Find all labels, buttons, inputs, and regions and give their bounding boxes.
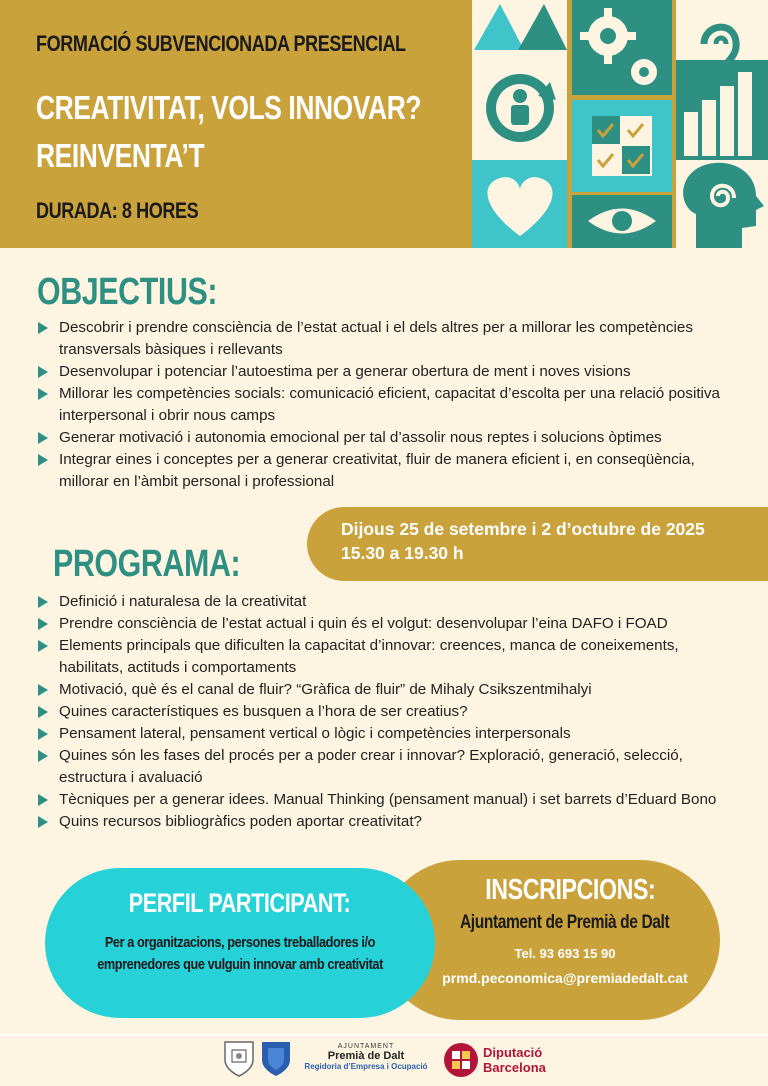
regidoria-name: Regidoria d’Empresa i Ocupació — [304, 1062, 428, 1071]
programa-list — [38, 591, 728, 833]
title-line-2: REINVENTA’T — [36, 137, 205, 174]
perfil-title: PERFIL PARTICIPANT: — [129, 888, 351, 918]
programa-title: PROGRAMA: — [53, 543, 241, 585]
perfil-text-1: Per a organitzacions, persones treballadores i/o — [104, 934, 376, 951]
inscripcions-title: INSCRIPCIONS: — [484, 874, 656, 906]
email-link[interactable]: prmd.peconomica@premiadedalt.cat — [442, 970, 688, 986]
phone-number: Tel. 93 693 15 90 — [514, 946, 616, 961]
checklist-icon — [592, 116, 652, 176]
dates-banner — [307, 507, 768, 581]
list-item: Millorar les competències socials: comunicació eficient, capacitat d’escolta per una relació positiva interpersonal i obrir nous camps — [38, 383, 728, 427]
list-item: Quines característiques es busquen a l’hora de ser creatius? — [38, 701, 728, 723]
organizer-name: Ajuntament de Premià de Dalt — [460, 912, 670, 933]
page-title — [36, 84, 421, 180]
diputacio-line-1: Diputació — [483, 1045, 543, 1060]
list-item: Quins recursos bibliogràfics poden aportar creativitat? — [38, 811, 728, 833]
list-item: Desenvolupar i potenciar l’autoestima per a generar obertura de ment i noves visions — [38, 361, 728, 383]
objectius-title: OBJECTIUS: — [37, 271, 218, 313]
list-item: Generar motivació i autonomia emocional per tal d’assolir nous reptes i solucions òptimes — [38, 427, 728, 449]
ajuntament-name: Premià de Dalt — [327, 1050, 405, 1062]
title-line-1: CREATIVITAT, VOLS INNOVAR? — [36, 89, 422, 126]
list-item: Integrar eines i conceptes per a generar creativitat, fluir de manera eficient i, en conseqüència, millorar en l’àmbit personal i professional — [38, 449, 728, 493]
perfil-text-2: emprenedores que vulguin innovar amb creativitat — [97, 956, 383, 973]
shield-logo-icon — [260, 1038, 292, 1078]
header-subtitle: FORMACIÓ SUBVENCIONADA PRESENCIAL — [36, 31, 406, 56]
list-item: Elements principals que dificulten la capacitat d’innovar: creences, manca de coneixements, habilitats, actituds i comportaments — [38, 635, 728, 679]
diputacio-line-2: Barcelona — [483, 1060, 546, 1075]
objectius-list — [38, 317, 728, 493]
ajuntament-small: AJUNTAMENT — [337, 1043, 395, 1050]
list-item: Tècniques per a generar idees. Manual Thinking (pensament manual) i set barrets d’Eduard Bono — [38, 789, 728, 811]
list-item: Descobrir i prendre consciència de l’estat actual i el dels altres per a millorar les competències transversals bàsiques i rellevants — [38, 317, 728, 361]
footer-divider — [0, 1034, 768, 1036]
diputacio-logo — [483, 1045, 546, 1075]
perfil-panel — [45, 868, 435, 1018]
list-item: Prendre consciència de l’estat actual i quin és el volgut: desenvolupar l’eina DAFO i FOAD — [38, 613, 728, 635]
dates-hours: 15.30 a 19.30 h — [341, 543, 464, 563]
list-item: Definició i naturalesa de la creativitat — [38, 591, 728, 613]
list-item: Motivació, què és el canal de fluir? “Gràfica de fluir” de Mihaly Csikszentmihalyi — [38, 679, 728, 701]
dates-days: Dijous 25 de setembre i 2 d’octubre de 2025 — [341, 519, 705, 539]
list-item: Pensament lateral, pensament vertical o lògic i competències interpersonals — [38, 723, 728, 745]
diputacio-emblem-icon — [443, 1042, 479, 1078]
list-item: Quines són les fases del procés per a poder crear i innovar? Exploració, generació, selecció, estructura i avaluació — [38, 745, 728, 789]
coat-of-arms-icon — [222, 1038, 256, 1078]
duration-label: DURADA: 8 HORES — [36, 198, 199, 223]
ajuntament-logo — [296, 1043, 436, 1071]
creativity-illustration — [472, 0, 768, 248]
